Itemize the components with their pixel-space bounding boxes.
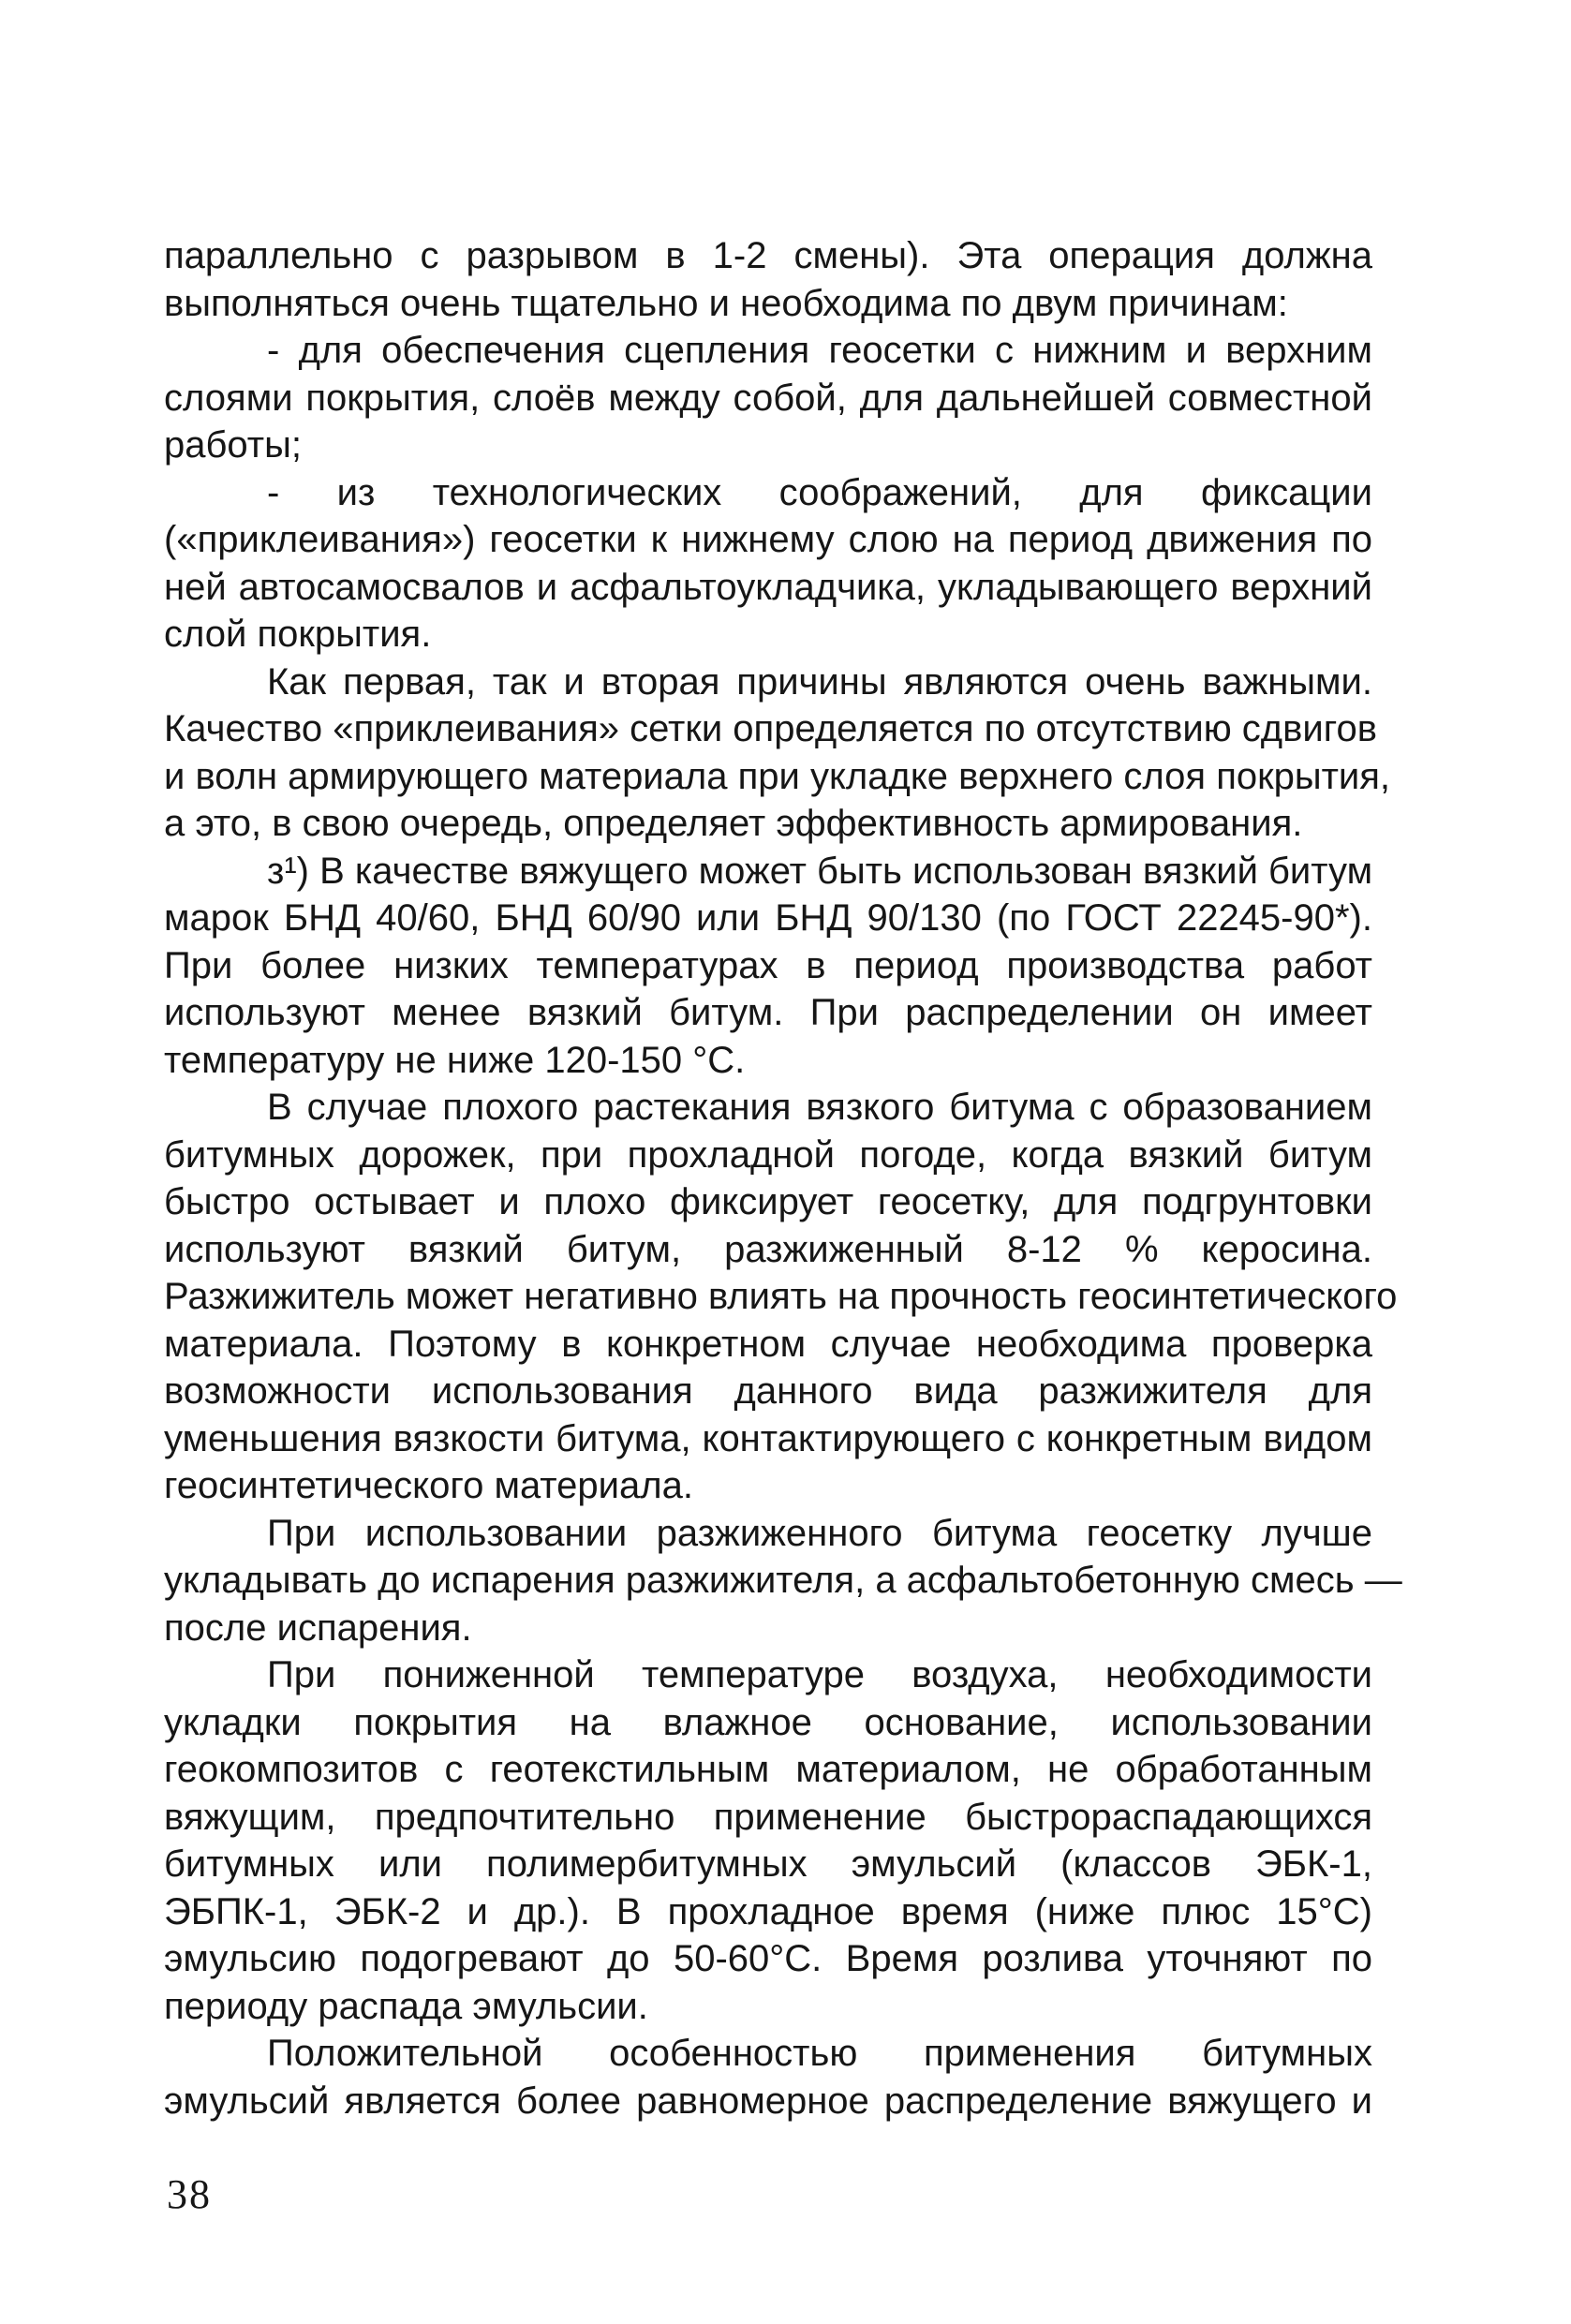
text-line: з¹) В качестве вяжущего может быть использован вязкий битум bbox=[267, 850, 1373, 892]
text-line: Положительной особенностью применения битумных bbox=[267, 2033, 1372, 2074]
paragraph bbox=[164, 848, 1372, 1085]
paragraph bbox=[164, 1084, 1398, 1510]
text-line: уменьшения вязкости битума, контактирующего с конкретным видом bbox=[164, 1417, 1372, 1459]
paragraph bbox=[164, 232, 1372, 327]
text-line: а это, в свою очередь, определяет эффективность армирования. bbox=[164, 803, 1303, 844]
text-line: марок БНД 40/60, БНД 60/90 или БНД 90/130 (по ГОСТ 22245-90*). bbox=[164, 897, 1372, 939]
text-line: В случае плохого растекания вязкого битума с образованием bbox=[267, 1087, 1372, 1128]
text-line: возможности использования данного вида разжижителя для bbox=[164, 1370, 1372, 1412]
text-line: параллельно с разрывом в 1-2 смены). Эта операция должна bbox=[164, 235, 1372, 276]
text-line: быстро остывает и плохо фиксирует геосетку, для подгрунтовки bbox=[164, 1181, 1372, 1222]
page-number: 38 bbox=[167, 2171, 212, 2217]
text-line: материала. Поэтому в конкретном случае необходима проверка bbox=[164, 1323, 1372, 1365]
text-line: эмульсию подогревают до 50-60°С. Время розлива уточняют по bbox=[164, 1938, 1372, 1979]
text-line: При более низких температурах в период производства работ bbox=[164, 944, 1372, 986]
text-line: - из технологических соображений, для фиксации bbox=[267, 471, 1372, 513]
paragraph bbox=[164, 1651, 1372, 2030]
text-line: - для обеспечения сцепления геосетки с нижним и верхним bbox=[267, 330, 1372, 371]
text-line: слоями покрытия, слоёв между собой, для дальнейшей совместной bbox=[164, 377, 1372, 419]
text-line: Как первая, так и вторая причины являются очень важными. bbox=[267, 660, 1372, 703]
text-line: укладывать до испарения разжижителя, а асфальтобетонную смесь — bbox=[164, 1560, 1402, 1601]
text-line: периоду распада эмульсии. bbox=[164, 1985, 648, 2027]
text-line: вяжущим, предпочтительно применение быстрораспадающихся bbox=[164, 1796, 1372, 1838]
text-line: укладки покрытия на влажное основание, использовании bbox=[164, 1701, 1372, 1743]
text-line: битумных дорожек, при прохладной погоде, когда вязкий битум bbox=[164, 1133, 1372, 1176]
text-line: используют менее вязкий битум. При распределении он имеет bbox=[164, 992, 1372, 1033]
paragraph bbox=[164, 1510, 1402, 1652]
text-line: выполняться очень тщательно и необходима по двум причинам: bbox=[164, 282, 1288, 324]
text-line: используют вязкий битум, разжиженный 8-12 % керосина. bbox=[164, 1228, 1372, 1270]
text-line: после испарения. bbox=[164, 1606, 472, 1649]
text-line: работы; bbox=[164, 424, 302, 466]
paragraph bbox=[164, 327, 1372, 469]
text-line: геокомпозитов с геотекстильным материалом, не обработанным bbox=[164, 1749, 1372, 1790]
paragraph bbox=[164, 469, 1372, 659]
text-line: Разжижитель может негативно влиять на прочность геосинтетического bbox=[164, 1276, 1398, 1317]
text-line: эмульсий является более равномерное распределение вяжущего и bbox=[164, 2080, 1372, 2122]
paragraph bbox=[164, 659, 1391, 848]
body-text bbox=[164, 232, 1402, 2124]
text-line: ней автосамосвалов и асфальтоукладчика, укладывающего верхний bbox=[164, 566, 1372, 608]
text-line: битумных или полимербитумных эмульсий (классов ЭБК-1, bbox=[164, 1843, 1372, 1885]
text-line: («приклеивания») геосетки к нижнему слою на период движения по bbox=[164, 519, 1372, 560]
text-line: температуру не ниже 120-150 °С. bbox=[164, 1039, 746, 1081]
text-line: слой покрытия. bbox=[164, 614, 432, 655]
paragraph bbox=[164, 2030, 1372, 2124]
text-line: геосинтетического материала. bbox=[164, 1465, 693, 1506]
text-line: ЭБПК-1, ЭБК-2 и др.). В прохладное время (ниже плюс 15°С) bbox=[164, 1890, 1372, 1932]
text-line: Качество «приклеивания» сетки определяется по отсутствию сдвигов bbox=[164, 708, 1377, 749]
text-line: и волн армирующего материала при укладке верхнего слоя покрытия, bbox=[164, 755, 1391, 797]
text-line: При использовании разжиженного битума геосетку лучше bbox=[267, 1512, 1372, 1554]
text-line: При пониженной температуре воздуха, необходимости bbox=[267, 1654, 1372, 1695]
